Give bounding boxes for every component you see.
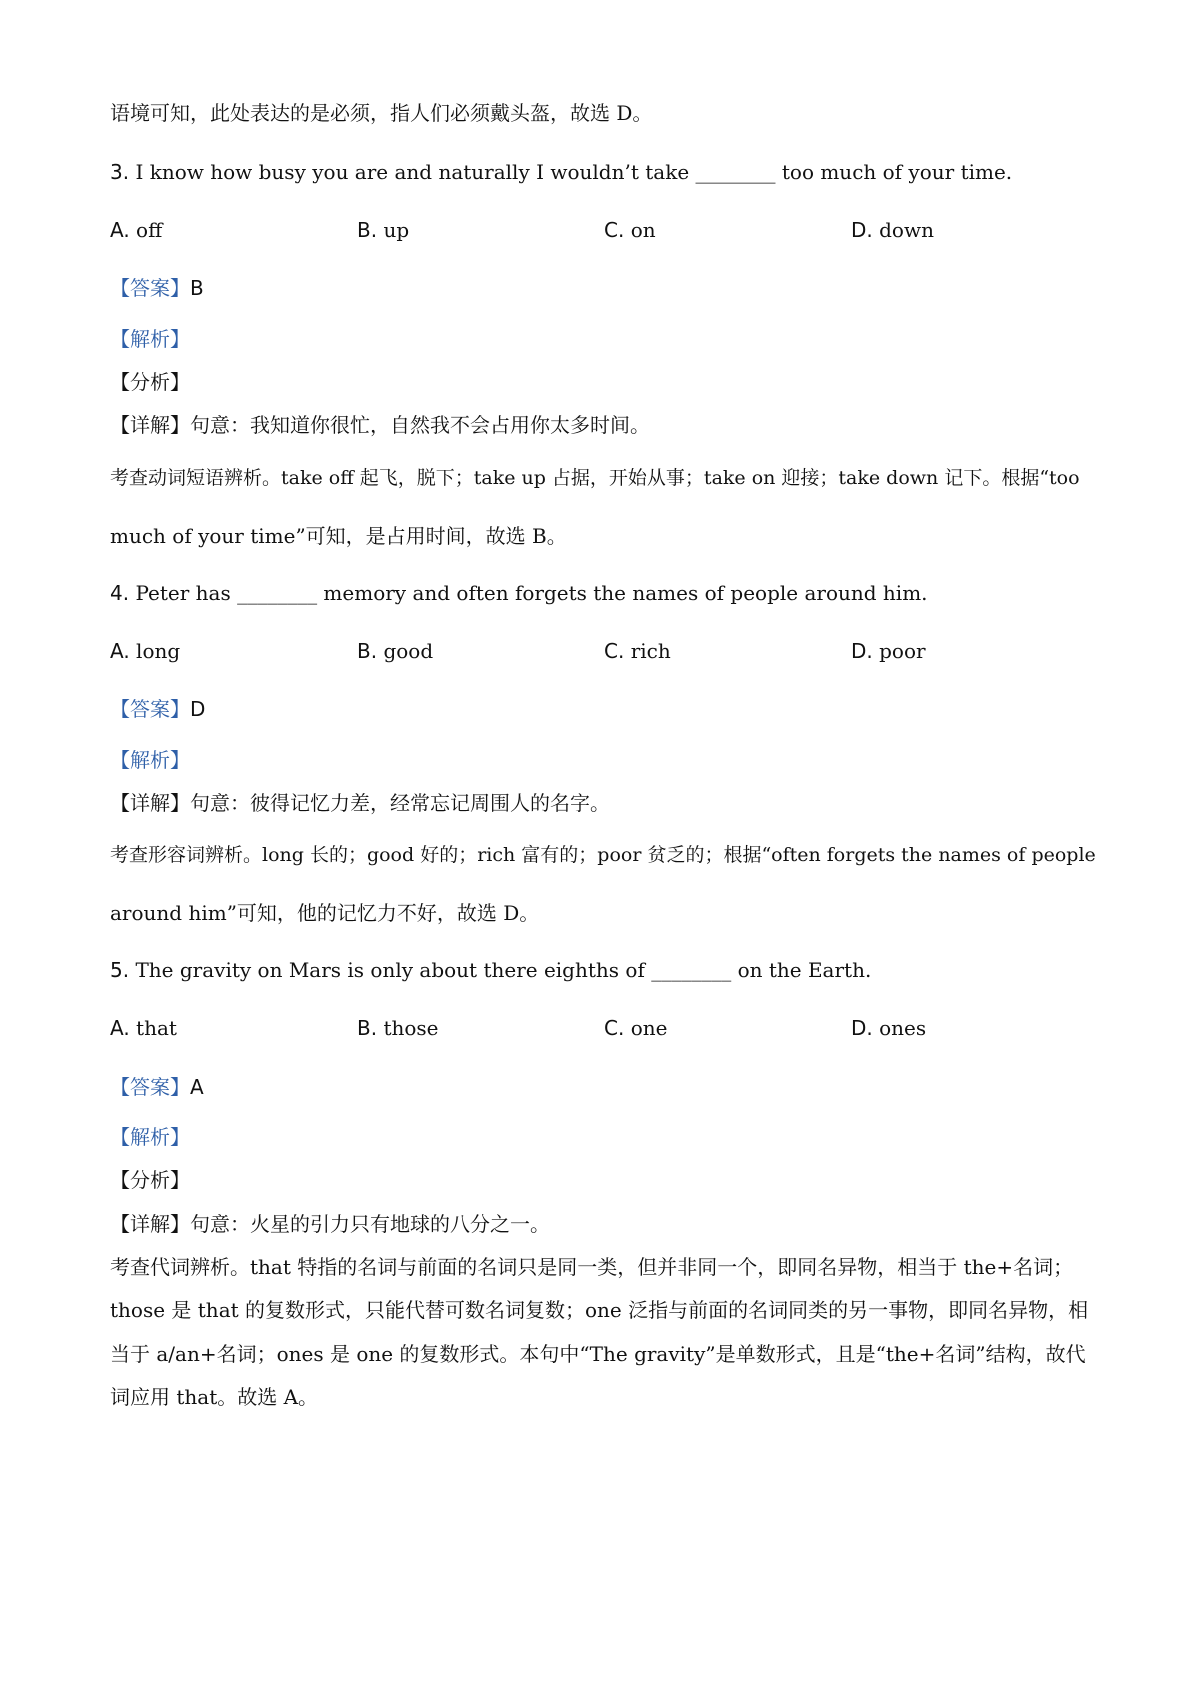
q5-explanation-line-2: those 是 that 的复数形式，只能代替可数名词复数；one 泛指与前面的名词同类的另一事物，即同名异物，相: [110, 1298, 1089, 1322]
document-page: [110, 0, 1100, 1698]
q5-answer: [110, 1072, 1100, 1102]
q4-explanation-line-1: 考查形容词辨析。long 长的；good 好的；rich 富有的；poor 贫乏的；根据“often forgets the names of people: [110, 844, 1096, 866]
q5-explanation-line-3: 当于 a/an+名词；ones 是 one 的复数形式。本句中“The gravity”是单数形式，且是“the+名词”结构，故代: [110, 1342, 1086, 1366]
question-3-stem: [110, 157, 1100, 187]
q5-option-a: A. that: [110, 1016, 177, 1040]
q5-option-c: C. one: [604, 1016, 668, 1040]
q3-option-c: C. on: [604, 218, 656, 242]
q3-fenxi-label: 【分析】: [110, 370, 190, 394]
q4-option-c: C. rich: [604, 639, 671, 663]
q3-explanation-line-1: 考查动词短语辨析。take off 起飞，脱下；take up 占据，开始从事；take on 迎接；take down 记下。根据“too: [110, 467, 1080, 489]
answer-label: 【答案】: [110, 276, 190, 300]
q3-option-a: A. off: [110, 218, 163, 242]
q5-fenxi-label: 【分析】: [110, 1168, 190, 1192]
q3-option-b: B. up: [357, 218, 410, 242]
q4-option-a: A. long: [110, 639, 181, 663]
q3-answer: [110, 273, 1100, 303]
q5-explanation-line-4: 词应用 that。故选 A。: [110, 1385, 319, 1409]
q4-detail: 【详解】句意：彼得记忆力差，经常忘记周围人的名字。: [110, 791, 610, 815]
answer-value: D: [190, 697, 206, 721]
question-4-stem: [110, 578, 1100, 608]
q4-option-b: B. good: [357, 639, 434, 663]
q5-detail: 【详解】句意：火星的引力只有地球的八分之一。: [110, 1212, 550, 1236]
question-number: 5.: [110, 958, 130, 982]
question-text: The gravity on Mars is only about there eighths of ________ on the Earth.: [135, 958, 872, 982]
q5-analysis-label: 【解析】: [110, 1125, 190, 1149]
question-number: 4.: [110, 581, 130, 605]
q4-explanation-line-2: around him”可知，他的记忆力不好，故选 D。: [110, 901, 540, 925]
q4-answer: [110, 694, 1100, 724]
q3-explanation-line-2: much of your time”可知，是占用时间，故选 B。: [110, 524, 567, 548]
q4-analysis-label: 【解析】: [110, 748, 190, 772]
q3-detail: 【详解】句意：我知道你很忙，自然我不会占用你太多时间。: [110, 413, 650, 437]
q5-option-b: B. those: [357, 1016, 439, 1040]
answer-value: B: [190, 276, 204, 300]
question-5-stem: [110, 955, 1100, 985]
q5-explanation-line-1: 考查代词辨析。that 特指的名词与前面的名词只是同一类，但并非同一个，即同名异物，相当于 the+名词；: [110, 1255, 1074, 1279]
q3-option-d: D. down: [851, 218, 934, 242]
carryover-line: 语境可知，此处表达的是必须，指人们必须戴头盔，故选 D。: [110, 101, 653, 125]
question-number: 3.: [110, 160, 130, 184]
answer-label: 【答案】: [110, 697, 190, 721]
q4-option-d: D. poor: [851, 639, 926, 663]
answer-value: A: [190, 1075, 204, 1099]
question-text: Peter has ________ memory and often forgets the names of people around him.: [135, 581, 928, 605]
answer-label: 【答案】: [110, 1075, 190, 1099]
question-text: I know how busy you are and naturally I wouldn’t take ________ too much of your time.: [135, 160, 1013, 184]
q3-analysis-label: 【解析】: [110, 327, 190, 351]
q5-option-d: D. ones: [851, 1016, 927, 1040]
